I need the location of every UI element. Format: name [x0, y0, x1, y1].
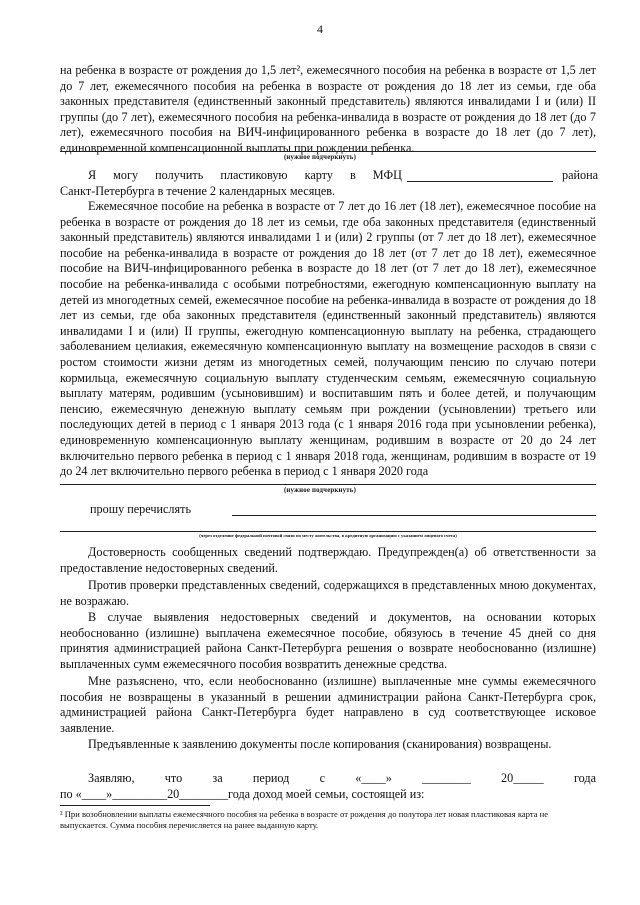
- transfer-blank-2[interactable]: [60, 531, 596, 532]
- paragraph-refund: В случае выявления недостоверных сведений и документов, на основании которых необоснованно (излишне) выплачена ежемесячное пособие, обязуюсь в течение 45 дней со дня принятия администрацией района Санкт-Петербурга решения о возврате необоснованно (излишне) выплаченных сумм ежемесячного пособия возвратить денежные средства.: [60, 610, 596, 671]
- paragraph-reliability: Достоверность сообщенных сведений подтверждаю. Предупрежден(а) об ответственности за предоставление недостоверных сведений.: [60, 545, 596, 575]
- hint-2-rule: [60, 484, 596, 485]
- declare-line-1: Заявляю, что за период с «____» ________ 20_____ года: [88, 771, 596, 785]
- transfer-label: прошу перечислять: [90, 502, 191, 516]
- transfer-blank[interactable]: [232, 515, 596, 516]
- footnote: ² При возобновлении выплаты ежемесячного пособия на ребенка в возрасте от рождения до полутора лет новая пластиковая карта не выпускается. Сумма пособия перечисляется на ранее выданную карту.: [60, 809, 549, 830]
- paragraph-documents: Предъявленные к заявлению документы после копирования (сканирования) возвращены.: [88, 737, 552, 751]
- paragraph-benefits: Ежемесячное пособие на ребенка в возрасте от 7 лет до 16 лет (18 лет), ежемесячное пособие на ребенка в возрасте от рождения до 18 лет из семьи, где оба законных представителя (единственный законный представитель) являются инвалидами 1 и (или) 2 группы (от 7 лет до 18 лет), ежемесячное пособие на ребенка-инвалида в возрасте от рождения до 18 лет (от 7 лет до 18 лет), ежемесячное пособие на ВИЧ-инфицированного ребенка в возрасте до 18 лет (от 7 лет до 18 лет), ежемесячное пособие на ребенка-инвалида с особыми потребностями, ежегодную компенсационную выплату на детей из многодетных семей, ежемесячное пособие на ребенка-инвалида в возрасте от рождения до 18 лет из семьи, где оба законных представителя (единственный законный представитель) являются инвалидами I и (или) II группы, ежегодную компенсационную выплату на ребенка, страдающего заболеванием целиакия, ежемесячную компенсационную выплату на возмещение расходов в связи с ростом стоимости жизни детям из многодетных семей, получающим пенсию по случаю потери кормильца, ежемесячную социальную выплату студенческим семьям, ежемесячную социальную выплату матерям, родившим (усыновившим) и воспитавшим пять и более детей, и получающим пенсию, ежемесячную денежную выплату семьям при рождении (усыновлении) третьего или последующих детей в период с 1 января 2013 года (с 1 января 2016 года при усыновлении ребенка), единовременную компенсационную выплату женщинам, родившим в возрасте от 20 до 24 лет включительно первого ребенка в период с 1 января 2018 года, женщинам, родившим в возрасте от 19 до 24 лет включительно первого ребенка в период с 1 января 2020 года: [60, 199, 596, 479]
- mfc-blank[interactable]: [407, 181, 553, 182]
- card-line-2: Санкт-Петербурга в течение 2 календарных месяцев.: [60, 184, 336, 198]
- hint-2: (нужное подчеркнуть): [283, 487, 357, 494]
- paragraph-no-objection: Против проверки представленных сведений, содержащихся в представленных мною документах, не возражаю.: [60, 578, 596, 608]
- declare-line-2: по «____»_________20________года доход моей семьи, состоящей из:: [60, 787, 425, 801]
- paragraph-court: Мне разъяснено, что, если необоснованно (излишне) выплаченные мне суммы ежемесячного пособия не возвращены в указанный в решении администрации района Санкт-Петербурга срок, администрацией района Санкт-Петербурга будет направлено в суд соответствующее исковое заявление.: [60, 674, 596, 735]
- hint-3: (через отделение федеральной почтовой связи по месту жительства, в кредитную организацию с указанием лицевого счета): [199, 533, 457, 538]
- hint-1: (нужное подчеркнуть): [283, 154, 357, 161]
- card-line-1: Я могу получить пластиковую карту в МФЦ: [88, 168, 402, 182]
- paragraph-top: на ребенка в возрасте от рождения до 1,5 лет², ежемесячного пособия на ребенка в возрасте от 1,5 лет до 7 лет, ежемесячного пособия на ребенка в возрасте от рождения до 18 лет из семьи, где оба законных представителя (единственный законный представитель) являются инвалидами I и (или) II группы (до 7 лет), ежемесячного пособия на ребенка-инвалида в возрасте от рождения до 18 лет (до 7 лет), ежемесячного пособия на ВИЧ-инфицированного ребенка в возрасте до 18 лет (до 7 лет), единовременной компенсационной выплаты при рождении ребенка.: [60, 63, 596, 155]
- card-line-1-end: района: [562, 168, 599, 182]
- hint-1-rule: [60, 151, 596, 152]
- footnote-rule: [60, 805, 210, 806]
- page-number: 4: [317, 22, 323, 36]
